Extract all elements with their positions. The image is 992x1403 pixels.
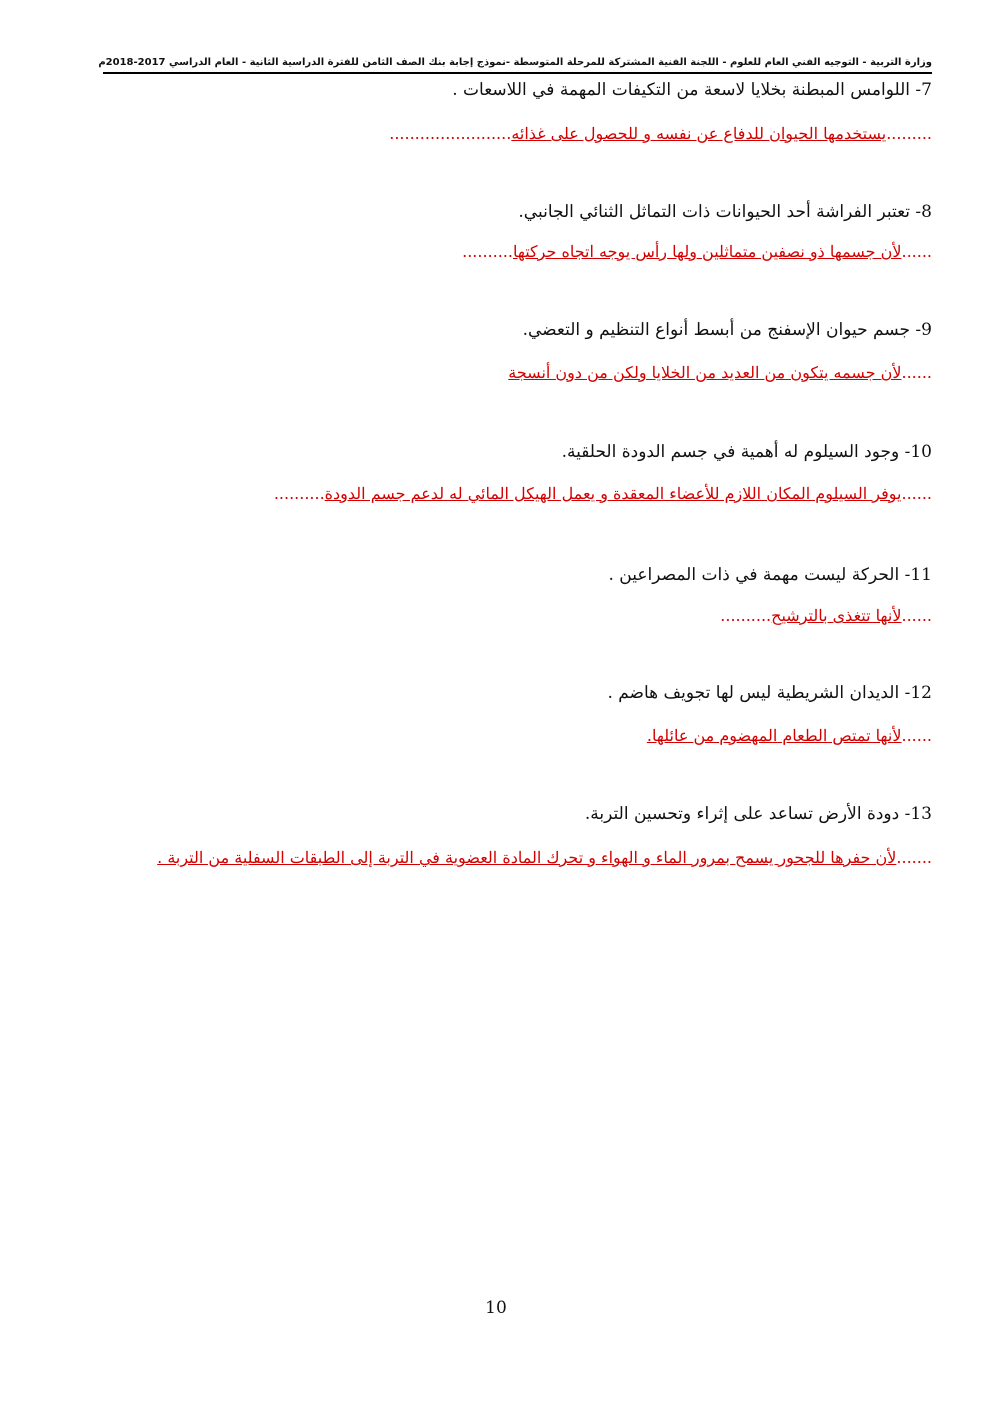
answer-13-lead: ....... xyxy=(896,848,932,867)
answer-8-text: لأن جسمها ذو نصفين متماثلين ولها رأس يوجه اتجاه حركتها xyxy=(512,242,902,261)
answer-10-lead: ...... xyxy=(901,484,932,503)
answer-12-text: لأنها تمتص الطعام المهضوم من عائلها. xyxy=(646,726,902,745)
answer-8 xyxy=(40,240,932,264)
answer-7-tail: ........................ xyxy=(389,124,512,143)
answer-7 xyxy=(40,122,932,146)
answer-8-lead: ...... xyxy=(901,242,932,261)
question-13: 13- دودة الأرض تساعد على إثراء وتحسين التربة. xyxy=(584,804,932,824)
question-8: 8- تعتبر الفراشة أحد الحيوانات ذات التماثل الثنائي الجانبي. xyxy=(518,202,932,222)
answer-9 xyxy=(40,361,932,385)
question-10: 10- وجود السيلوم له أهمية في جسم الدودة الحلقية. xyxy=(561,442,932,462)
answer-12 xyxy=(40,724,932,748)
question-12: 12- الديدان الشريطية ليس لها تجويف هاضم . xyxy=(607,683,932,703)
answer-10 xyxy=(40,482,932,506)
header-rule xyxy=(103,72,932,74)
answer-9-text: لأن جسمه يتكون من العديد من الخلايا ولكن من دون أنسجة xyxy=(508,363,902,382)
page-number: 10 xyxy=(485,1298,507,1318)
answer-11-lead: ...... xyxy=(901,606,932,625)
question-7: 7- اللوامس المبطنة بخلايا لاسعة من التكيفات المهمة في اللاسعات . xyxy=(452,80,932,100)
answer-13-text: لأن حفرها للجحور يسمح بمرور الماء و الهواء و تحرك المادة العضوية في التربة إلى الطبقات السفلية من التربة . xyxy=(157,848,897,867)
answer-10-text: يوفر السيلوم المكان اللازم للأعضاء المعقدة و يعمل الهيكل المائي له لدعم جسم الدودة xyxy=(324,484,902,503)
answer-8-tail: .......... xyxy=(462,242,513,261)
answer-9-lead: ...... xyxy=(901,363,932,382)
answer-10-tail: .......... xyxy=(273,484,325,503)
answer-7-lead: ......... xyxy=(886,124,932,143)
answer-11 xyxy=(40,604,932,628)
answer-11-tail: .......... xyxy=(720,606,772,625)
page-header: وزارة التربية - التوجيه الفني العام للعلوم - اللجنة الفنية المشتركة للمرحلة المتوسطة -نموذج إجابة بنك الصف الثامن للفترة الدراسية الثانية - العام الدراسي 2017-2018م xyxy=(98,57,932,68)
answer-11-text: لأنها تتغذى بالترشيح xyxy=(771,606,902,625)
question-11: 11- الحركة ليست مهمة في ذات المصراعين . xyxy=(608,565,932,585)
question-9: 9- جسم حيوان الإسفنج من أبسط أنواع التنظيم و التعضي. xyxy=(522,320,932,340)
answer-12-lead: ...... xyxy=(901,726,932,745)
answer-13 xyxy=(30,846,932,870)
answer-7-text: يستخدمها الحيوان للدفاع عن نفسه و للحصول على غذائه xyxy=(511,124,887,143)
